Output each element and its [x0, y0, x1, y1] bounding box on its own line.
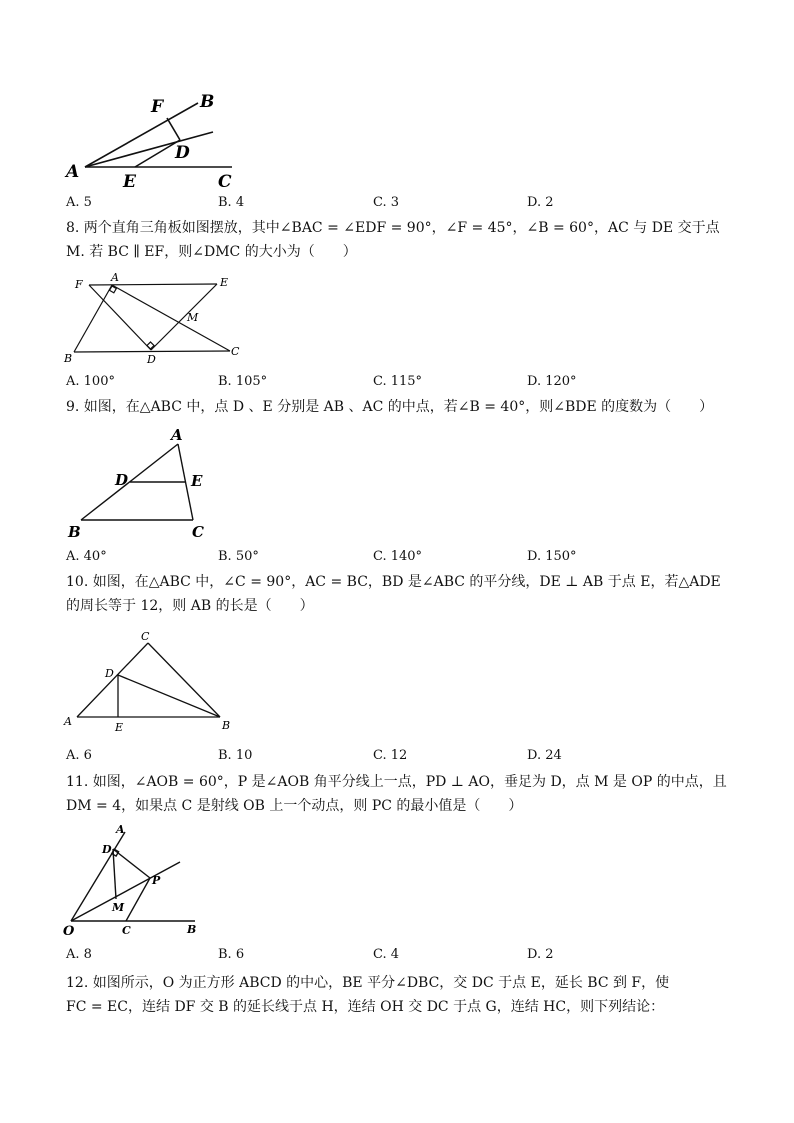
segment-bc — [74, 351, 230, 352]
label-D: D — [102, 843, 112, 856]
q11-option-c[interactable]: C. 4 — [373, 947, 400, 962]
label-A: A — [64, 715, 72, 728]
label-E: E — [123, 172, 136, 192]
q11-figure — [60, 822, 210, 940]
segment-ac — [77, 643, 148, 717]
label-D: D — [115, 471, 129, 489]
q9-figure — [60, 424, 220, 546]
q8-option-d[interactable]: D. 120° — [527, 374, 577, 389]
segment-ac — [112, 285, 230, 351]
q11-option-a[interactable]: A. 8 — [66, 947, 92, 962]
q11-line-1: 11. 如图，∠AOB = 60°，P 是∠AOB 角平分线上一点，PD ⊥ AO，垂足为 D，点 M 是 OP 的中点，且 — [66, 774, 727, 790]
q12-line-2: FC = EC，连结 DF 交 B 的延长线于点 H，连结 OH 交 DC 于点 G，连结 HC，则下列结论： — [66, 999, 665, 1015]
segment-fe — [89, 284, 217, 285]
q7-option-d[interactable]: D. 2 — [527, 195, 554, 210]
ray-ad — [85, 132, 213, 167]
label-A: A — [171, 426, 183, 444]
q8-line-1: 8. 两个直角三角板如图摆放，其中∠BAC = ∠EDF = 90°，∠F = 45°，∠B = 60°，AC 与 DE 交于点 — [66, 220, 720, 236]
q7-option-b[interactable]: B. 4 — [218, 195, 245, 210]
segment-de — [135, 140, 180, 167]
q10-figure — [60, 626, 240, 738]
q11-option-b[interactable]: B. 6 — [218, 947, 245, 962]
q10-line-1: 10. 如图，在△ABC 中，∠C = 90°，AC = BC，BD 是∠ABC 的平分线，DE ⊥ AB 于点 E，若△ADE — [66, 574, 721, 590]
q9-option-a[interactable]: A. 40° — [66, 549, 107, 564]
q9-options — [66, 549, 746, 569]
q9-option-d[interactable]: D. 150° — [527, 549, 577, 564]
q9-stem — [66, 395, 736, 419]
q10-option-b[interactable]: B. 10 — [218, 748, 253, 763]
ray-bisector — [71, 862, 180, 921]
q7-option-a[interactable]: A. 5 — [66, 195, 92, 210]
q8-options — [66, 374, 746, 394]
label-O: O — [63, 924, 75, 939]
label-B: B — [200, 92, 215, 112]
q8-option-b[interactable]: B. 105° — [218, 374, 268, 389]
q12-stem — [66, 971, 736, 1019]
label-B: B — [187, 923, 197, 936]
q7-options — [66, 195, 746, 215]
label-C: C — [231, 345, 240, 358]
label-M: M — [187, 311, 199, 324]
label-F: F — [75, 278, 83, 291]
label-F: F — [151, 97, 164, 117]
segment-fd — [89, 285, 151, 350]
label-B: B — [64, 352, 73, 365]
label-D: D — [175, 143, 190, 163]
segment-ab — [74, 285, 112, 352]
q10-option-c[interactable]: C. 12 — [373, 748, 408, 763]
q8-line-2: M. 若 BC ∥ EF，则∠DMC 的大小为（ ） — [66, 244, 357, 260]
label-C: C — [218, 172, 232, 192]
label-B: B — [222, 719, 231, 732]
label-E: E — [191, 472, 203, 490]
q8-figure — [60, 270, 250, 368]
q10-stem — [66, 570, 736, 618]
segment-de — [151, 284, 217, 350]
label-A: A — [116, 823, 125, 836]
label-E: E — [115, 721, 124, 734]
label-D: D — [147, 353, 156, 366]
q11-stem — [66, 770, 736, 818]
q8-stem — [66, 216, 736, 264]
label-C: C — [192, 523, 204, 541]
label-B: B — [68, 523, 81, 541]
q11-options — [66, 947, 746, 967]
segment-cb — [148, 643, 220, 717]
q10-options — [66, 748, 746, 768]
q11-line-2: DM = 4，如果点 C 是射线 OB 上一个动点，则 PC 的最小值是（ ） — [66, 798, 523, 814]
label-M: M — [112, 901, 125, 914]
label-A: A — [111, 271, 119, 284]
q11-option-d[interactable]: D. 2 — [527, 947, 554, 962]
label-A: A — [66, 162, 80, 182]
q7-option-c[interactable]: C. 3 — [373, 195, 400, 210]
label-D: D — [105, 667, 114, 680]
q9-option-c[interactable]: C. 140° — [373, 549, 423, 564]
segment-dp — [113, 849, 150, 878]
q9-option-b[interactable]: B. 50° — [218, 549, 259, 564]
segment-fd — [167, 118, 180, 140]
q10-line-2: 的周长等于 12，则 AB 的长是（ ） — [66, 598, 314, 614]
q10-option-a[interactable]: A. 6 — [66, 748, 92, 763]
label-C: C — [122, 924, 131, 937]
label-P: P — [152, 874, 161, 887]
q8-option-a[interactable]: A. 100° — [66, 374, 115, 389]
q9-line-1: 9. 如图，在△ABC 中，点 D 、E 分别是 AB 、AC 的中点，若∠B = 40°，则∠BDE 的度数为（ ） — [66, 399, 714, 415]
q12-line-1: 12. 如图所示，O 为正方形 ABCD 的中心，BE 平分∠DBC，交 DC 于点 E，延长 BC 到 F，使 — [66, 975, 670, 991]
label-C: C — [141, 630, 150, 643]
q8-option-c[interactable]: C. 115° — [373, 374, 423, 389]
label-E: E — [220, 276, 229, 289]
q7-figure — [60, 88, 240, 192]
segment-bd — [118, 675, 220, 717]
q10-option-d[interactable]: D. 24 — [527, 748, 562, 763]
